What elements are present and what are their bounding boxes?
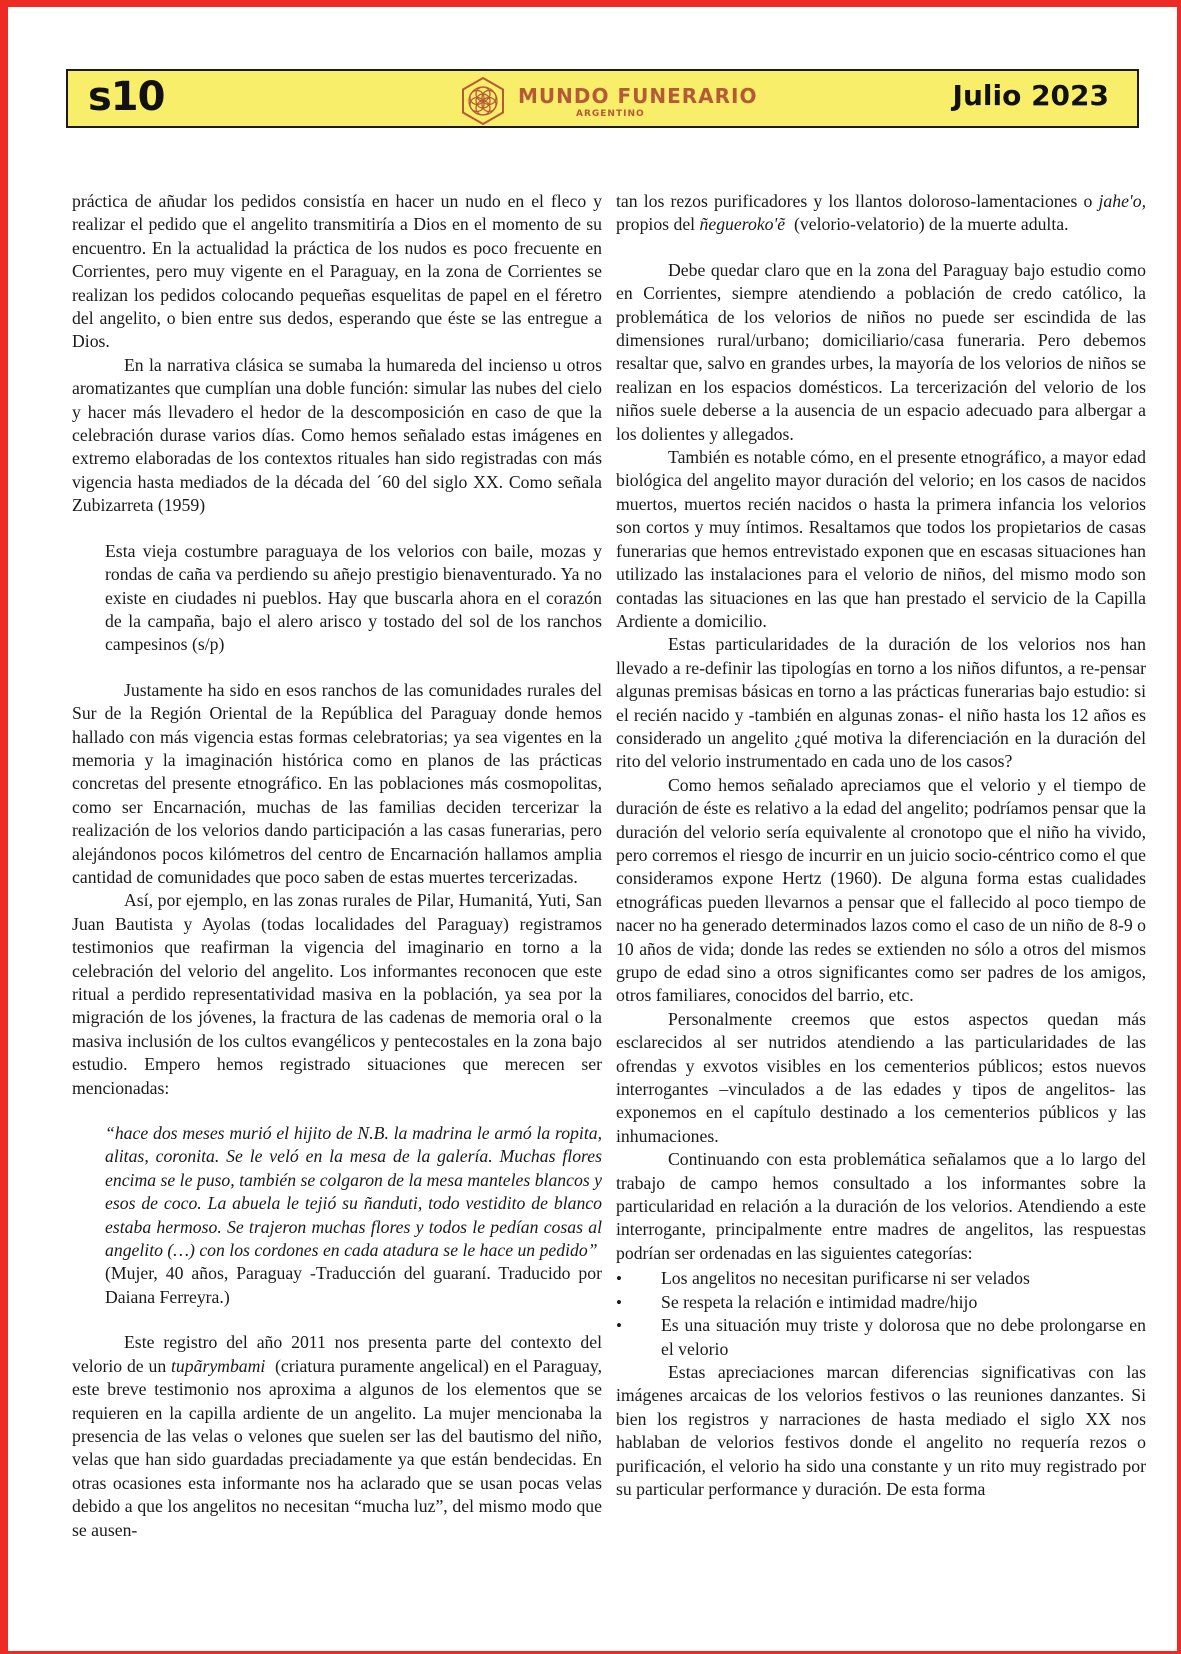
guarani-term: ñegueroko'ẽ <box>699 214 786 235</box>
quote-text: “hace dos meses murió el hijito de N.B. la madrina le armó la ropita, alitas, coronita. Se le veló en la mesa de la galería. Muchas flores encima se le puso, también se colgaron de la mesa manteles blancos y esos de coco. La abuela le tejió su ñanduti, todo vestidito de blanco estaba hermoso. Se trajeron muchas flores y todos le pedían cosas al angelito (…) con los cordones en cada atadura se le hace un pedido” <box>105 1123 602 1261</box>
page-number: s10 <box>88 74 165 120</box>
bullet-list <box>616 1267 1146 1361</box>
text-run: (criatura puramente angelical) en el Paraguay, este breve testimonio nos aproxima a algunos de los elementos que se requieren en la capilla ardiente de un angelito. La mujer mencionaba la presencia de las velas o velones que suelen ser las del bautismo del niño, velas que han sido guardadas preciadamente ya que están bendecidas. En otras ocasiones esta informante nos ha aclarado que se usan pocas velas debido a que los angelitos no necesitan “mucha luz”, del mismo modo que se ausen- <box>72 1355 607 1540</box>
paragraph: Continuando con esta problemática señalamos que a lo largo del trabajo de campo hemos consultado a los informantes sobre la particularidad en relación a la duración de los velorios. Atendiendo a este interrogante, principalmente entre madres de angelitos, las respuestas podrían ser ordenadas en las siguientes categorías: <box>616 1149 1146 1263</box>
text-run: Este registro del año 2011 nos presenta parte del contexto del velorio de un <box>72 1332 607 1376</box>
bullet-item: • Los angelitos no necesitan purificarse ni ser velados <box>616 1267 1146 1290</box>
paragraph: Como hemos señalado apreciamos que el velorio y el tiempo de duración de éste es relativo a la edad del angelito; podríamos pensar que la duración del velorio sería equivalente al cronotopo que el niño ha vivido, pero corremos el riesgo de incurrir en un juicio socio-céntrico como el que consideramos expone Hertz (1960). De alguna forma estas cualidades etnográficas pueden llevarnos a pensar que el fallecido al poco tiempo de nacer no ha generado determinados lazos como el caso de un niño de 8-9 o 10 años de vida; donde las redes se extienden no sólo a otros del mismos grupo de edad sino a otros significantes como ser padres de los amigos, otros familiares, conocidos del barrio, etc. <box>616 774 1146 1006</box>
text-run: propios del <box>616 191 1151 235</box>
block-quote-testimony <box>105 1122 602 1309</box>
paragraph: Debe quedar claro que en la zona del Paraguay bajo estudio como en Corrientes, siempre atendiendo a población de credo católico, la problemática de los velorios de niños no puede ser escindida de las dimensiones rural/urbano; domiciliario/casa funeraria. Pero debemos resaltar que, salvo en grandes urbes, la mayoría de los velorios de niños se realizan en los espacios domésticos. La tercerización del velorio de los niños suele deberse a la ausencia de un espacio adecuado para albergar a los dolientes y allegados. <box>616 259 1146 444</box>
text-run: (velorio-velatorio) de la muerte adulta. <box>785 214 1069 235</box>
paragraph: Justamente ha sido en esos ranchos de las comunidades rurales del Sur de la Región Oriental de la República del Paraguay donde hemos hallado con más vigencia estas formas celebratorias; ya sea vigentes en la memoria y la imaginación histórica como en planos de las prácticas concretas del presente etnográfico. En las poblaciones más cosmopolitas, como ser Encarnación, muchas de las familias deciden tercerizar la realización de los velorios dando participación a las casas funerarias, pero alejándonos pocos kilómetros del centro de Encarnación hallamos amplia cantidad de comunidades que poco saben de estas muertes tercerizadas. <box>72 679 602 887</box>
issue-date: Julio 2023 <box>952 79 1109 112</box>
paragraph: También es notable cómo, en el presente etnográfico, a mayor edad biológica del angelito mayor duración del velorio; en los casos de nacidos muertos, muertos recién nacidos o hasta la primera infancia los velorios son cortos y muy íntimos. Resaltamos que todos los propietarios de casas funerarias que hemos entrevistado exponen que en escasas situaciones han utilizado las instalaciones para el velorio de niños, del mismo modo son contadas las situaciones en las que han prestado el servicio de la Capilla Ardiente a domicilio. <box>616 447 1146 631</box>
block-quote <box>105 540 602 657</box>
right-column <box>616 190 1151 1501</box>
paragraph <box>72 1331 607 1542</box>
logo-subtitle: ARGENTINO <box>576 109 645 119</box>
guarani-term: jahe'o, <box>1098 191 1146 211</box>
paragraph: Personalmente creemos que estos aspectos quedan más esclarecidos al ser nutridos atendiendo a las particularidades de las ofrendas y exvotos visibles en los cementerios públicos; estos nuevos interrogantes –vinculados a de las edades y tipos de angelitos- las exponemos en el capítulo destinado a los cementerios públicos y las inhumaciones. <box>616 1008 1146 1146</box>
paragraph: Estas particularidades de la duración de los velorios nos han llevado a re-definir las tipologías en torno a los niños difuntos, a re-pensar algunas premisas básicas en torno a las prácticas funerarias bajo estudio: si el recién nacido y -también en algunas zonas- el niño hasta los 12 años es considerado un angelito ¿qué motiva la diferenciación en la duración del rito del velorio instrumentado en cada uno de los casos? <box>616 634 1146 772</box>
bullet-item: • Se respeta la relación e intimidad madre/hijo <box>616 1291 1146 1314</box>
paragraph <box>616 190 1151 237</box>
left-column <box>72 190 607 1542</box>
flower-of-life-icon <box>458 76 508 126</box>
paragraph: Así, por ejemplo, en las zonas rurales de Pilar, Humanitá, Yuti, San Juan Bautista y Ayolas (todas localidades del Paraguay) registramos testimonios que reafirman la vigencia del imaginario en torno a la celebración del velorio del angelito. Los informantes reconocen que este ritual a perdido representatividad masiva en la población, ya sea por la migración de los jóvenes, la fractura de las cadenas de memoria oral o la masiva inclusión de los cultos evangélicos y pentecostales en la zona bajo estudio. Empero hemos registrado situaciones que merecen ser mencionadas: <box>72 890 602 1098</box>
bullet-item: • Es una situación muy triste y dolorosa que no debe prolongarse en el velorio <box>616 1314 1146 1361</box>
paragraph: En la narrativa clásica se sumaba la humareda del incienso u otros aromatizantes que cumplían una doble función: simular las nubes del cielo y hacer más llevadero el hedor de la descomposición en caso de que la celebración durase varios días. Como hemos señalado estas imágenes en extremo elaboradas de los contextos rituales han sido registradas con más vigencia hasta mediados de la década del ´60 del siglo XX. Como señala Zubizarreta (1959) <box>72 354 602 516</box>
text-run: tan los rezos purificadores y los llantos doloroso-lamentaciones o <box>616 191 1099 211</box>
quote-text: Esta vieja costumbre paraguaya de los velorios con baile, mozas y rondas de caña va perdiendo su añejo prestigio bienaventurado. Ya no existe en ciudades ni pueblos. Hay que buscarla ahora en el corazón de la campaña, bajo el alero arisco y tostado del sol de los ranchos campesinos (s/p) <box>105 540 602 655</box>
page-header <box>66 69 1139 128</box>
paragraph: Estas apreciaciones marcan diferencias significativas con las imágenes arcaicas de los velorios festivos o las reuniones danzantes. Si bien los registros y narraciones de hasta mediado el siglo XX nos hablaban de velorios festivos donde el angelito no requería rezos o purificación, el velorio ha sido una constante y un rito muy registrado por su particular performance y duración. De esta forma <box>616 1361 1146 1499</box>
magazine-logo <box>458 76 798 124</box>
guarani-term: tupãrymbami <box>171 1355 266 1376</box>
paragraph: práctica de añudar los pedidos consistía en hacer un nudo en el fleco y realizar el pedido que el angelito transmitiría a Dios en el momento de su encuentro. En la actualidad la práctica de los nudos es poco frecuente en Corrientes, pero muy vigente en el Paraguay, en la zona de Corrientes se realizan los pedidos colocando pequeñas esquelitas de papel en el féretro del angelito, o bien entre sus dedos, esperando que éste se las entregue a Dios. <box>72 191 602 352</box>
logo-title: MUNDO FUNERARIO <box>518 84 758 108</box>
quote-citation: (Mujer, 40 años, Paraguay -Traducción del guaraní. Traducido por Daiana Ferreyra.) <box>105 1263 602 1307</box>
